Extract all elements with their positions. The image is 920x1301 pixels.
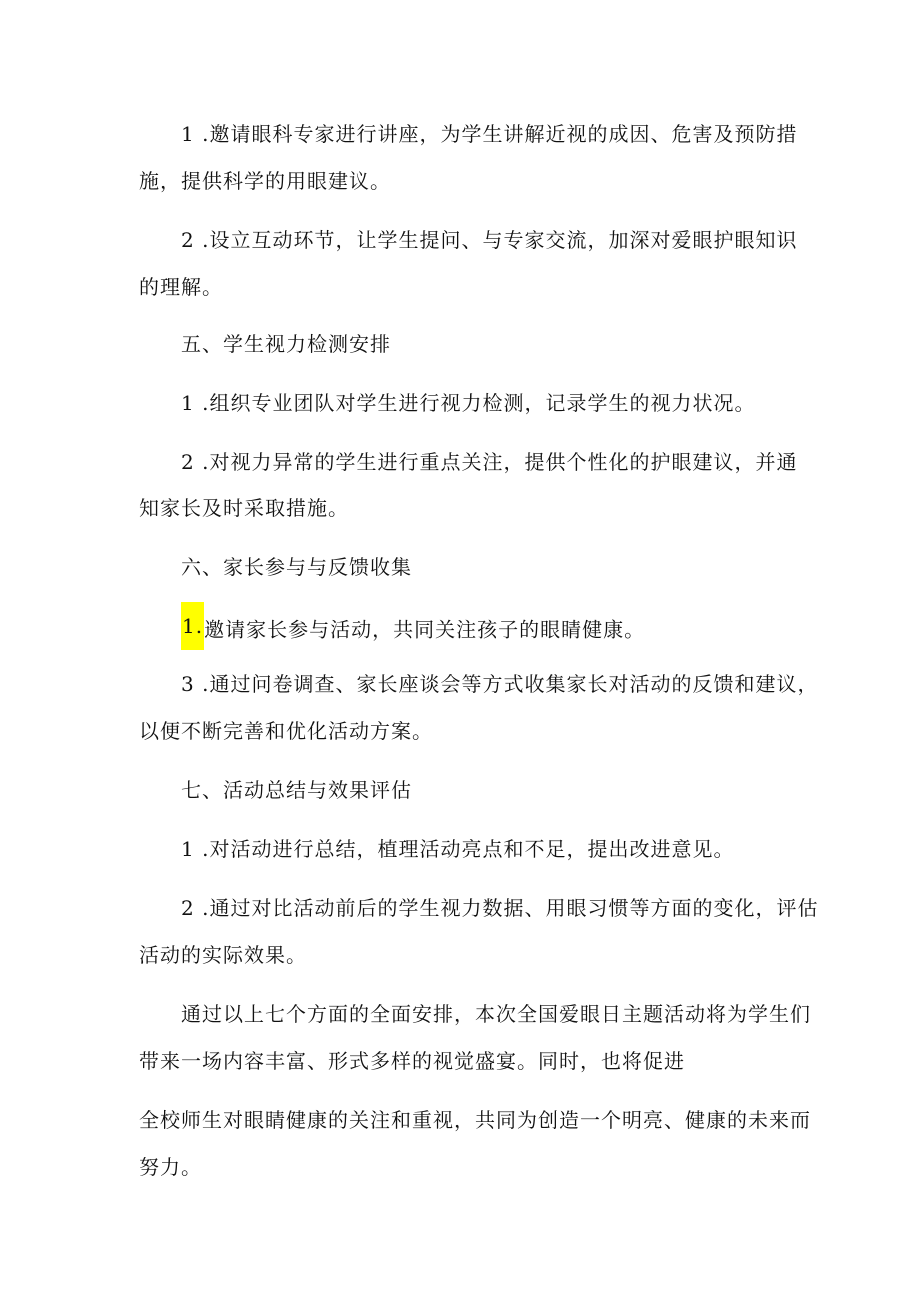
paragraph-line: 带来一场内容丰富、形式多样的视觉盛宴。同时，也将促进: [139, 1049, 685, 1073]
paragraph-line: 3 .通过问卷调查、家长座谈会等方式收集家长对活动的反馈和建议，: [181, 672, 819, 696]
section-heading: 七、活动总结与效果评估: [181, 778, 412, 802]
section-heading: 五、学生视力检测安排: [181, 332, 391, 356]
paragraph-line: 全校师生对眼睛健康的关注和重视，共同为创造一个明亮、健康的未来而: [139, 1108, 811, 1132]
paragraph-line: [181, 612, 645, 650]
paragraph-line: 努力。: [139, 1155, 202, 1179]
paragraph-line: 的理解。: [139, 275, 223, 299]
section-heading: 六、家长参与与反馈收集: [181, 555, 412, 579]
paragraph-line: 知家长及时采取措施。: [139, 496, 349, 520]
paragraph-line: 1 .组织专业团队对学生进行视力检测，记录学生的视力状况。: [181, 391, 756, 415]
paragraph-line: 2 .设立互动环节，让学生提问、与专家交流，加深对爱眼护眼知识: [181, 228, 798, 252]
paragraph-line: 2 .通过对比活动前后的学生视力数据、用眼习惯等方面的变化，评估: [181, 896, 819, 920]
paragraph-line: 以便不断完善和优化活动方案。: [139, 719, 433, 743]
paragraph-line: 1 .对活动进行总结，植理活动亮点和不足，提出改进意见。: [181, 837, 735, 861]
paragraph-line: 2 .对视力异常的学生进行重点关注，提供个性化的护眼建议，并通: [181, 450, 798, 474]
paragraph-line: 活动的实际效果。: [139, 943, 307, 967]
paragraph-line: 通过以上七个方面的全面安排，本次全国爱眼日主题活动将为学生们: [181, 1002, 811, 1026]
paragraph-text: 邀请家长参与活动，共同关注孩子的眼睛健康。: [204, 617, 646, 642]
highlighted-number: 1.: [181, 602, 204, 650]
paragraph-line: 1 .邀请眼科专家进行讲座，为学生讲解近视的成因、危害及预防措: [181, 122, 798, 146]
paragraph-line: 施，提供科学的用眼建议。: [139, 169, 391, 193]
